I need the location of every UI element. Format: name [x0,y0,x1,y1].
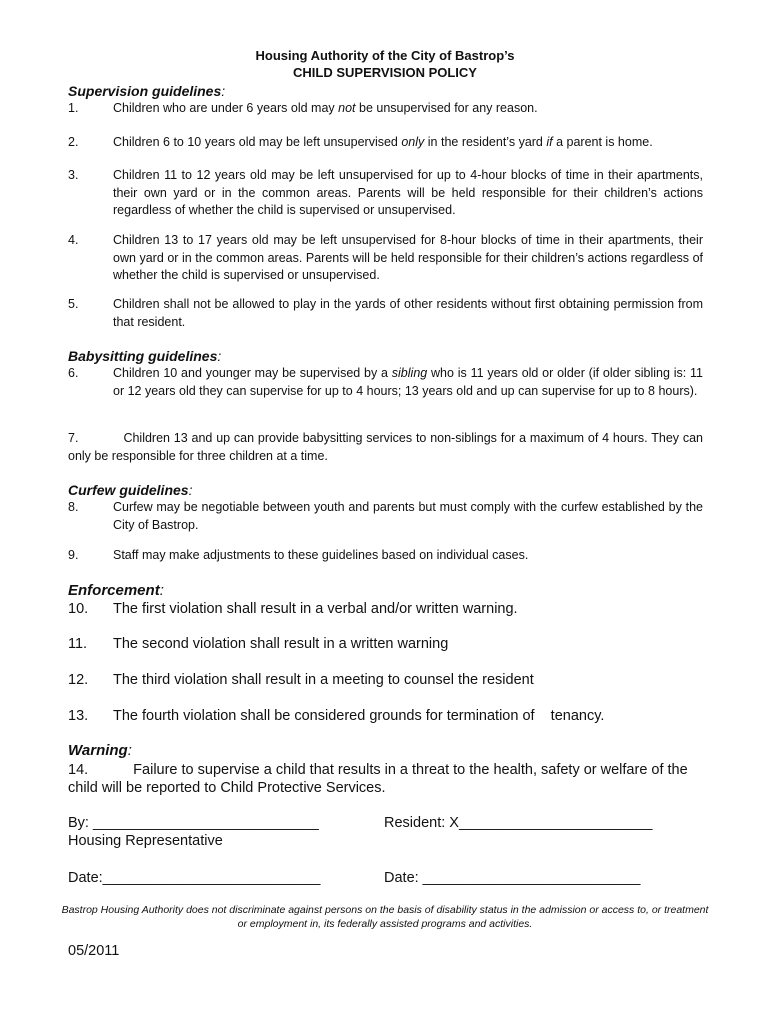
resident-signature-line: Resident: X________________________ [384,815,653,831]
item-7-paragraph [68,430,703,465]
revision-date: 05/2011 [68,943,120,959]
housing-representative-label: Housing Representative [68,833,223,849]
by-signature-line: By: ____________________________ [68,815,319,831]
item-2-number: 2. [68,135,79,149]
item-10-text: The first violation shall result in a verbal and/or written warning. [113,601,518,617]
non-discrimination-notice: Bastrop Housing Authority does not discriminate against persons on the basis of disability status in the admission or access to, or treatment or employment in, its federally assisted programs and activities. [61,904,709,930]
item-10-number: 10. [68,601,89,617]
item-11-text: The second violation shall result in a written warning [113,636,449,652]
item-1-number: 1. [68,101,79,115]
item-2-text: Children 6 to 10 years old may be left unsupervised only in the resident’s yard if a parent is home. [113,135,653,149]
authority-title: Housing Authority of the City of Bastrop’s [255,48,515,63]
item-9-text: Staff may make adjustments to these guidelines based on individual cases. [113,548,529,562]
item-13-text: The fourth violation shall be considered grounds for termination of tenancy. [113,708,605,724]
item-4-text: Children 13 to 17 years old may be left unsupervised for 8-hour blocks of time in their apartments, their own yard or in the common areas. Parents will be held responsible for their children’s actions regardless of whether the child is supervised or unsupervised. [113,233,703,282]
item-11-number: 11. [68,636,88,652]
item-14-number: 14. [68,762,89,778]
item-12-number: 12. [68,672,89,688]
babysitting-heading: Babysitting guidelines: [68,348,222,364]
warning-heading: Warning: [68,742,132,759]
date-line-right: Date: ___________________________ [384,870,641,886]
item-3-number: 3. [68,168,79,182]
item-5-number: 5. [68,297,79,311]
item-7-text: Children 13 and up can provide babysitting services to non-siblings for a maximum of 4 hours. They can only be responsible for three children at a time. [68,431,703,463]
curfew-heading: Curfew guidelines: [68,482,193,498]
enforcement-heading: Enforcement: [68,582,164,599]
item-6-text: Children 10 and younger may be supervised by a sibling who is 11 years old or older (if older sibling is: 11 or 12 years old they can supervise for up to 4 hours; 13 years old and up can supervise for up to 8 hours). [113,366,703,398]
item-5-text: Children shall not be allowed to play in the yards of other residents without first obtaining permission from that resident. [113,297,703,329]
supervision-heading: Supervision guidelines: [68,83,226,99]
item-3-text: Children 11 to 12 years old may be left unsupervised for up to 4-hour blocks of time in their apartments, their own yard or in the common areas. Parents will be held responsible for their children’s actions regardless of whether the child is supervised or unsupervised. [113,168,703,217]
item-12-text: The third violation shall result in a meeting to counsel the resident [113,672,534,688]
item-14-paragraph [68,761,703,797]
date-line-left: Date:___________________________ [68,870,321,886]
item-13-number: 13. [68,708,89,724]
policy-title: CHILD SUPERVISION POLICY [293,65,477,80]
item-14-text: Failure to supervise a child that results in a threat to the health, safety or welfare of the child will be reported to Child Protective Services. [68,762,688,796]
item-8-text: Curfew may be negotiable between youth and parents but must comply with the curfew established by the City of Bastrop. [113,500,703,532]
item-6-number: 6. [68,366,79,380]
item-4-number: 4. [68,233,79,247]
item-8-number: 8. [68,500,79,514]
item-1-text: Children who are under 6 years old may not be unsupervised for any reason. [113,101,538,115]
item-9-number: 9. [68,548,79,562]
item-7-number: 7. [68,431,79,445]
